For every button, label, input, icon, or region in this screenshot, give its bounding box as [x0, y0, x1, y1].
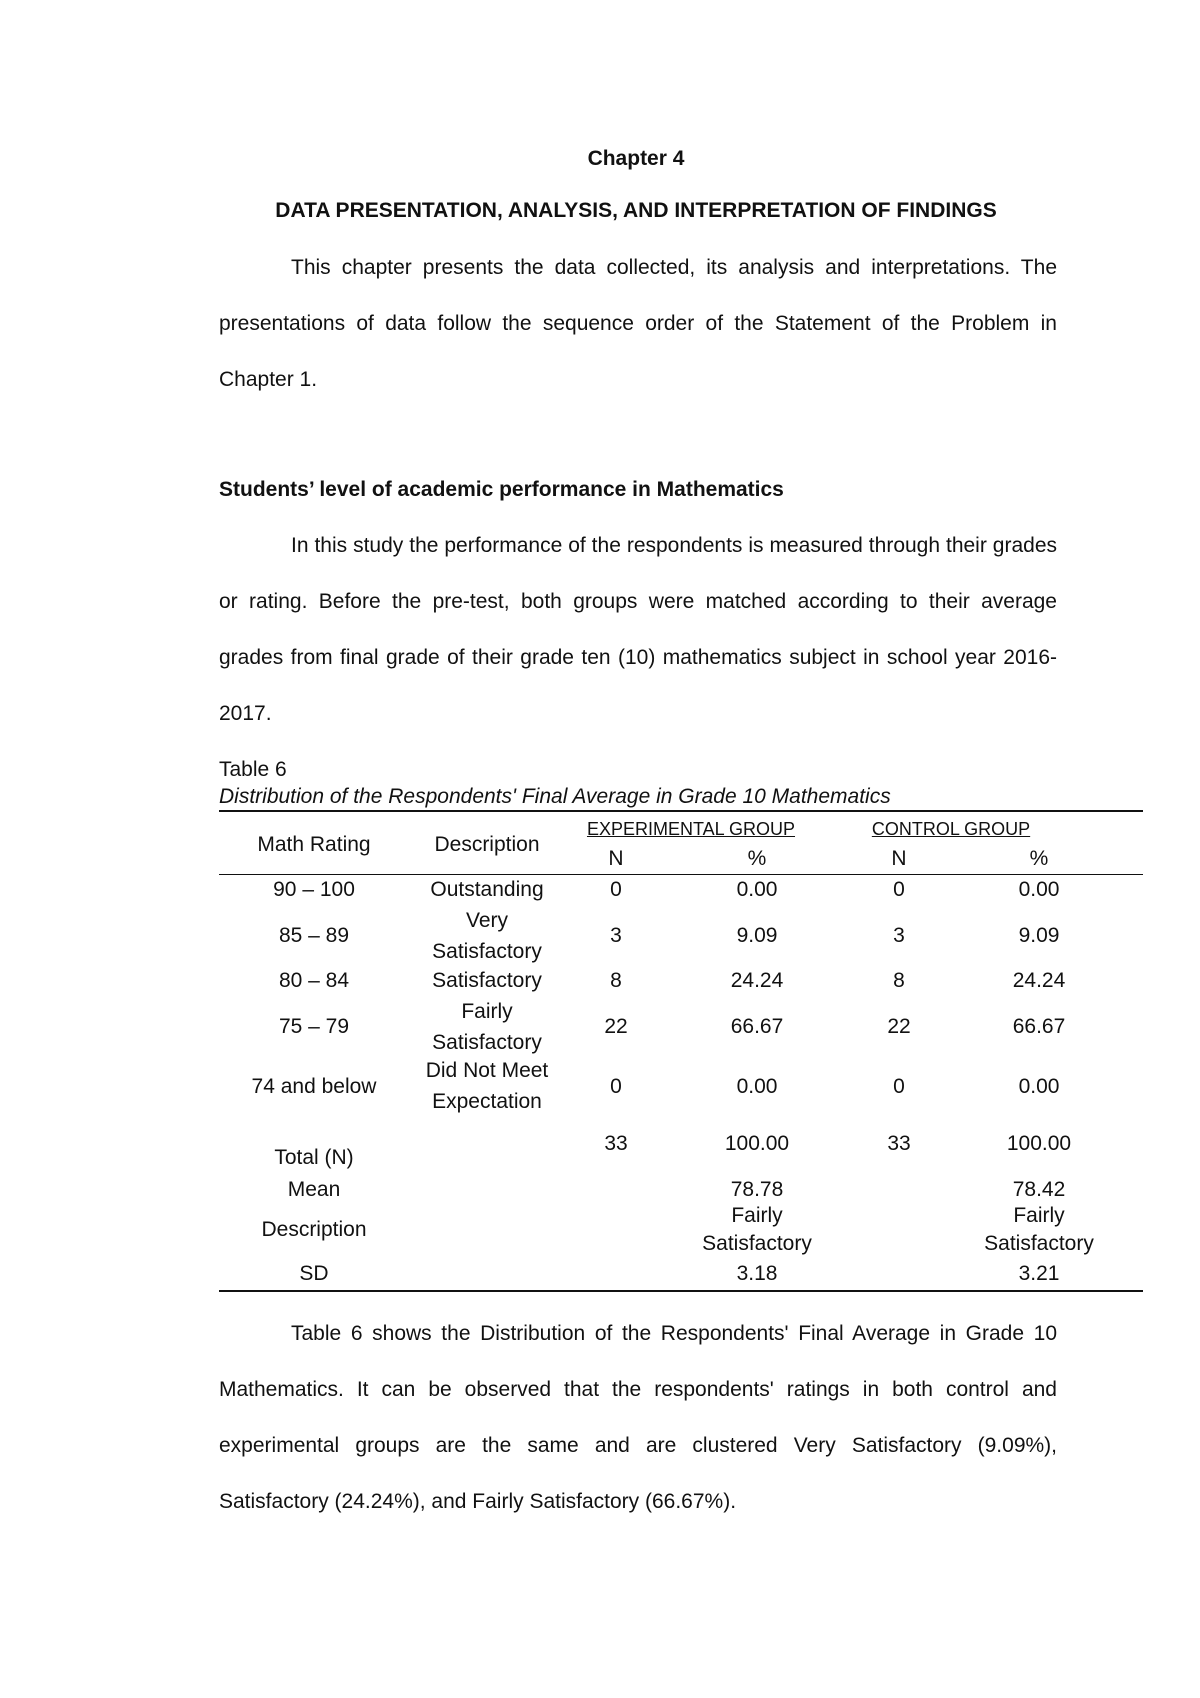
row3-exp-pct: 24.24 [730, 969, 784, 992]
header-exp-percent: % [747, 847, 767, 870]
row3-ctl-n: 8 [893, 969, 905, 992]
row2-ctl-pct: 9.09 [1018, 924, 1060, 947]
row2-description-line2: Satisfactory [432, 940, 542, 963]
ctl-description-line1: Fairly [1013, 1204, 1065, 1227]
distribution-table [219, 810, 1143, 1292]
table-number: Table 6 [219, 758, 287, 781]
header-ctl-percent: % [1029, 847, 1049, 870]
row4-ctl-n: 22 [887, 1015, 911, 1038]
row4-ctl-pct: 66.67 [1012, 1015, 1066, 1038]
row4-exp-n: 22 [604, 1015, 628, 1038]
total-exp-n: 33 [604, 1132, 628, 1155]
ctl-description-line2: Satisfactory [984, 1232, 1094, 1255]
exp-description-line1: Fairly [731, 1204, 783, 1227]
row5-rating: 74 and below [251, 1075, 377, 1098]
table-top-rule [219, 810, 1143, 812]
row3-ctl-pct: 24.24 [1012, 969, 1066, 992]
row4-description-line1: Fairly [461, 1000, 513, 1023]
chapter-number: Chapter 4 [587, 147, 685, 170]
row4-description-line2: Satisfactory [432, 1031, 542, 1054]
row5-ctl-n: 0 [893, 1075, 905, 1098]
row1-rating: 90 – 100 [273, 878, 355, 901]
row4-exp-pct: 66.67 [730, 1015, 784, 1038]
row4-rating: 75 – 79 [278, 1015, 350, 1038]
header-description: Description [434, 833, 540, 856]
header-exp-n: N [608, 847, 624, 870]
row1-exp-n: 0 [610, 878, 622, 901]
exp-description-line2: Satisfactory [702, 1232, 812, 1255]
row2-exp-n: 3 [610, 924, 622, 947]
sd-ctl: 3.21 [1018, 1262, 1060, 1285]
row2-rating: 85 – 89 [278, 924, 350, 947]
header-experimental-group: EXPERIMENTAL GROUP [586, 819, 796, 839]
row3-exp-n: 8 [610, 969, 622, 992]
row5-exp-pct: 0.00 [736, 1075, 778, 1098]
header-control-group: CONTROL GROUP [871, 819, 1031, 839]
header-ctl-n: N [891, 847, 907, 870]
mean-label: Mean [287, 1178, 341, 1201]
row5-description-line2: Expectation [432, 1090, 542, 1113]
summary-description-label: Description [261, 1218, 367, 1241]
total-ctl-pct: 100.00 [1006, 1132, 1072, 1155]
section-paragraph: In this study the performance of the respondents is measured through their grades or rating. Before the pre-test, both groups were matched according to their average grades from final grade of their grade ten (10) mathematics subject in school year 2016- 2017. [219, 534, 1057, 725]
row1-description: Outstanding [430, 878, 544, 901]
table-caption: Distribution of the Respondents' Final Average in Grade 10 Mathematics [219, 785, 891, 808]
total-ctl-n: 33 [887, 1132, 911, 1155]
mean-exp: 78.78 [730, 1178, 784, 1201]
row1-ctl-n: 0 [893, 878, 905, 901]
intro-paragraph: This chapter presents the data collected, its analysis and interpretations. The presentations of data follow the sequence order of the Statement of the Problem in Chapter 1. [219, 256, 1057, 391]
row3-rating: 80 – 84 [278, 969, 350, 992]
section-heading: Students’ level of academic performance in Mathematics [219, 478, 784, 501]
row5-description-line1: Did Not Meet [425, 1059, 549, 1082]
conclusion-paragraph: Table 6 shows the Distribution of the Respondents' Final Average in Grade 10 Mathematics. It can be observed that the respondents' ratings in both control and experimental groups are the same and are clustered Very Satisfactory (9.09%), Satisfactory (24.24%), and Fairly Satisfactory (66.67%). [219, 1322, 1057, 1513]
mean-ctl: 78.42 [1012, 1178, 1066, 1201]
row1-ctl-pct: 0.00 [1018, 878, 1060, 901]
sd-label: SD [299, 1262, 329, 1285]
chapter-title: DATA PRESENTATION, ANALYSIS, AND INTERPRETATION OF FINDINGS [275, 199, 997, 222]
total-exp-pct: 100.00 [724, 1132, 790, 1155]
table-bottom-rule [219, 1290, 1143, 1292]
row1-exp-pct: 0.00 [736, 878, 778, 901]
total-label: Total (N) [274, 1146, 354, 1169]
sd-exp: 3.18 [736, 1262, 778, 1285]
row2-exp-pct: 9.09 [736, 924, 778, 947]
row3-description: Satisfactory [432, 969, 542, 992]
row2-description-line1: Very [465, 909, 509, 932]
row5-ctl-pct: 0.00 [1018, 1075, 1060, 1098]
row2-ctl-n: 3 [893, 924, 905, 947]
header-math-rating: Math Rating [257, 833, 371, 856]
row5-exp-n: 0 [610, 1075, 622, 1098]
